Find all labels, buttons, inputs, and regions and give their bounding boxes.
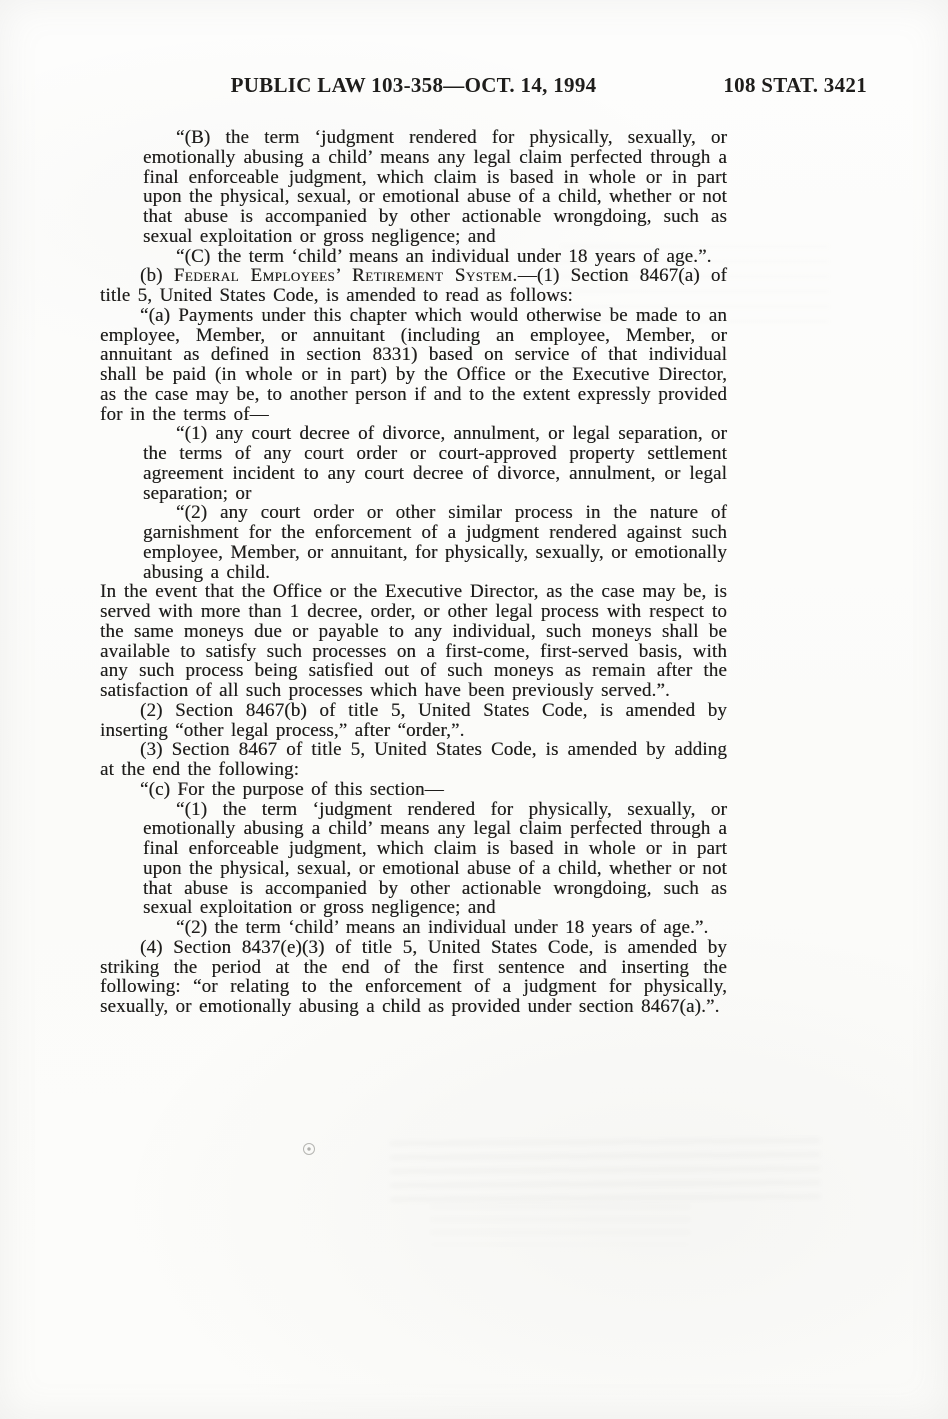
paragraph-text: “(1) the term ‘judgment rendered for physically, sexually, or emotionally abusing a child’ means any legal claim perfected through a final enforceable judgment, which claim is based in whole or in part upon the physical, sexual, or emotional abuse of a child, whether or not that abuse is accompanied by other actionable wrongdoing, such as sexual exploitation or gross negligence; and	[143, 798, 727, 919]
public-law-title: PUBLIC LAW 103-358—OCT. 14, 1994	[230, 73, 597, 97]
paragraph	[100, 306, 727, 425]
paragraph	[143, 424, 727, 503]
paragraph-text: “(a) Payments under this chapter which would otherwise be made to an employee, Member, or annuitant (including an employee, Member, or annuitant as defined in section 8331) based on service of that individual shall be paid (in whole or in part) by the Office or the Executive Director, as the case may be, to another person if and to the extent expressly provided for in the terms of—	[100, 304, 727, 425]
paragraph-text: “(B) the term ‘judgment rendered for physically, sexually, or emotionally abusing a child’ means any legal claim perfected through a final enforceable judgment, which claim is based in whole or in part upon the physical, sexual, or emotional abuse of a child, whether or not that abuse is accompanied by other actionable wrongdoing, such as sexual exploitation or gross negligence; and	[143, 127, 727, 247]
paragraph-text: “(2) any court order or other similar process in the nature of garnishment for the enforcement of a judgment rendered against such employee, Member, or annuitant, for physically, sexually, or emotionally abusing a child.	[143, 502, 727, 583]
paragraph-text: (b)	[140, 265, 174, 287]
paragraph	[100, 938, 727, 1017]
paragraph-text: (4) Section 8437(e)(3) of title 5, United States Code, is amended by striking the period at the end of the first sentence and inserting the following: “or relating to the enforcement of a judgment for physically, sexually, or emotionally abusing a child as provided under section 8467(a).”.	[100, 936, 727, 1017]
scan-mark	[303, 1143, 315, 1155]
paragraph	[100, 701, 727, 741]
paragraph-text: “(1) any court decree of divorce, annulment, or legal separation, or the terms of any court order or court-approved property settlement agreement incident to any court decree of divorce, annulment, or legal separation; or	[143, 423, 727, 504]
paragraph	[100, 582, 727, 701]
bleed-through-artifact	[430, 1205, 690, 1245]
smallcaps-heading-text: Federal Employees’ Retirement System.	[173, 265, 518, 287]
paragraph	[143, 503, 727, 582]
paragraph	[100, 780, 727, 800]
paragraph-text: (3) Section 8467 of title 5, United States Code, is amended by adding at the end the following:	[100, 739, 727, 780]
paragraph-text: “(c) For the purpose of this section—	[140, 778, 444, 800]
bleed-through-artifact	[390, 1138, 820, 1201]
paragraph	[143, 918, 727, 938]
running-head	[100, 73, 867, 99]
paragraph-text: —(1) Section 8467(a) of title 5, United States Code, is amended to read as follows:	[100, 265, 727, 306]
paragraph-text: “(2) the term ‘child’ means an individual under 18 years of age.”.	[176, 917, 709, 938]
paragraph-text: In the event that the Office or the Executive Director, as the case may be, is served with more than 1 decree, order, or other legal process with respect to the same moneys due or payable to any individual, such moneys shall be available to satisfy such processes on a first-come, first-served basis, with any such process being satisfied out of such moneys as remain after the satisfaction of all such processes which have been previously served.”.	[100, 581, 727, 701]
paragraph-text: “(C) the term ‘child’ means an individual under 18 years of age.”.	[176, 245, 712, 267]
paragraph	[143, 128, 727, 247]
paragraph	[143, 247, 727, 267]
document-body	[100, 128, 727, 1017]
paragraph	[143, 800, 727, 919]
paragraph	[100, 740, 727, 780]
stat-page-number: 108 STAT. 3421	[723, 73, 867, 97]
paragraph-text: (2) Section 8467(b) of title 5, United States Code, is amended by inserting “other legal process,” after “order,”.	[100, 699, 727, 741]
paragraph	[100, 266, 727, 306]
